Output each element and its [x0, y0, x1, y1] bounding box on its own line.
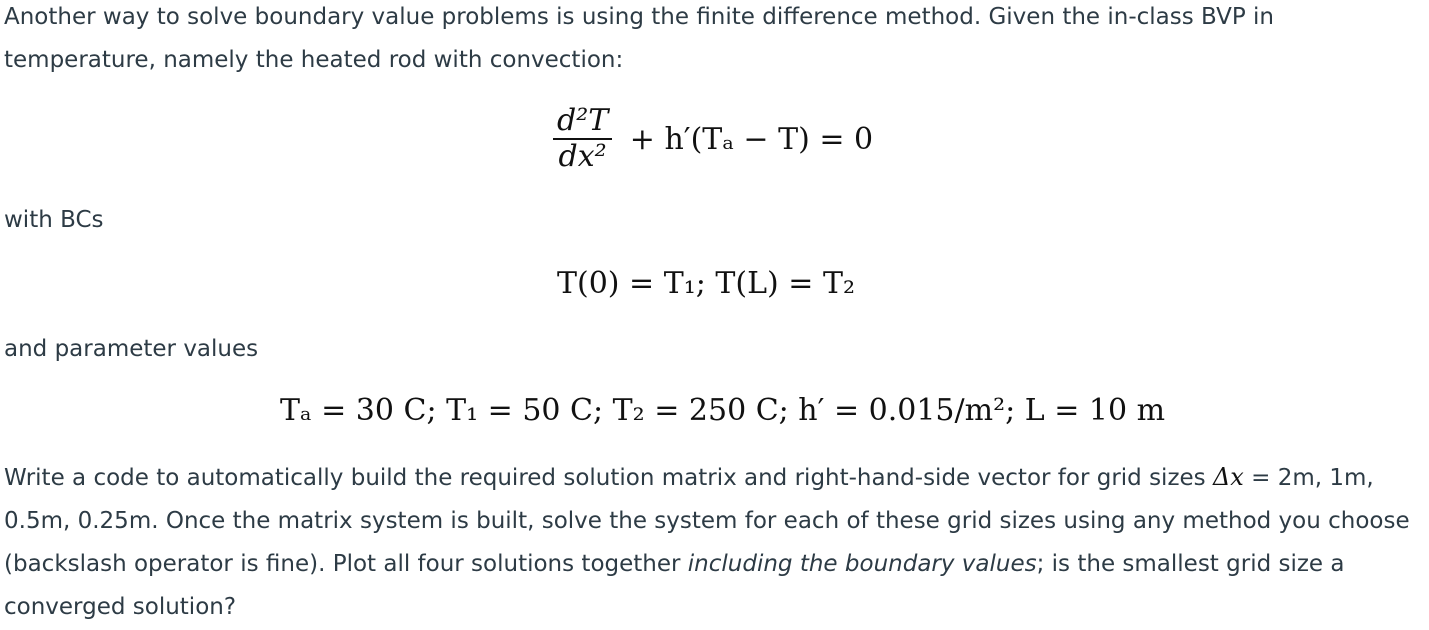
task-paragraph	[4, 456, 1422, 629]
intro-text-line1: Another way to solve boundary value problems is using the finite difference method. Given the in-class BVP in	[4, 4, 1275, 30]
fraction-numerator: d²T	[557, 103, 609, 138]
task-text-part1: Write a code to automatically build the required solution matrix and right-hand-side vector for grid sizes	[4, 465, 1206, 491]
params-label: and parameter values	[4, 336, 259, 362]
delta-x-symbol: Δx	[1212, 463, 1244, 491]
boundary-conditions-equation: T(0) = T₁; T(L) = T₂	[557, 266, 855, 301]
task-text-part2: = 2m, 1m, 0.5m, 0.25m. Once the matrix system is built, solve the system for each of these grid sizes using any method you choose (backslash operator is fine). Plot all four solutions together	[4, 465, 1410, 577]
second-derivative-fraction	[553, 104, 612, 174]
intro-paragraph	[4, 0, 1422, 82]
parameter-values-equation: Tₐ = 30 C; T₁ = 50 C; T₂ = 250 C; h′ = 0.015/m²; L = 10 m	[280, 393, 1166, 428]
intro-text-line2: temperature, namely the heated rod with convection:	[4, 47, 624, 73]
task-emphasis: including the boundary values	[687, 551, 1037, 577]
with-bcs-label: with BCs	[4, 207, 104, 233]
main-ode-equation	[553, 104, 873, 174]
equation-rest: + h′(Tₐ − T) = 0	[629, 121, 874, 157]
task-text-part3: ; is the smallest grid size a converged solution?	[4, 551, 1345, 620]
fraction-denominator: dx²	[558, 139, 607, 174]
